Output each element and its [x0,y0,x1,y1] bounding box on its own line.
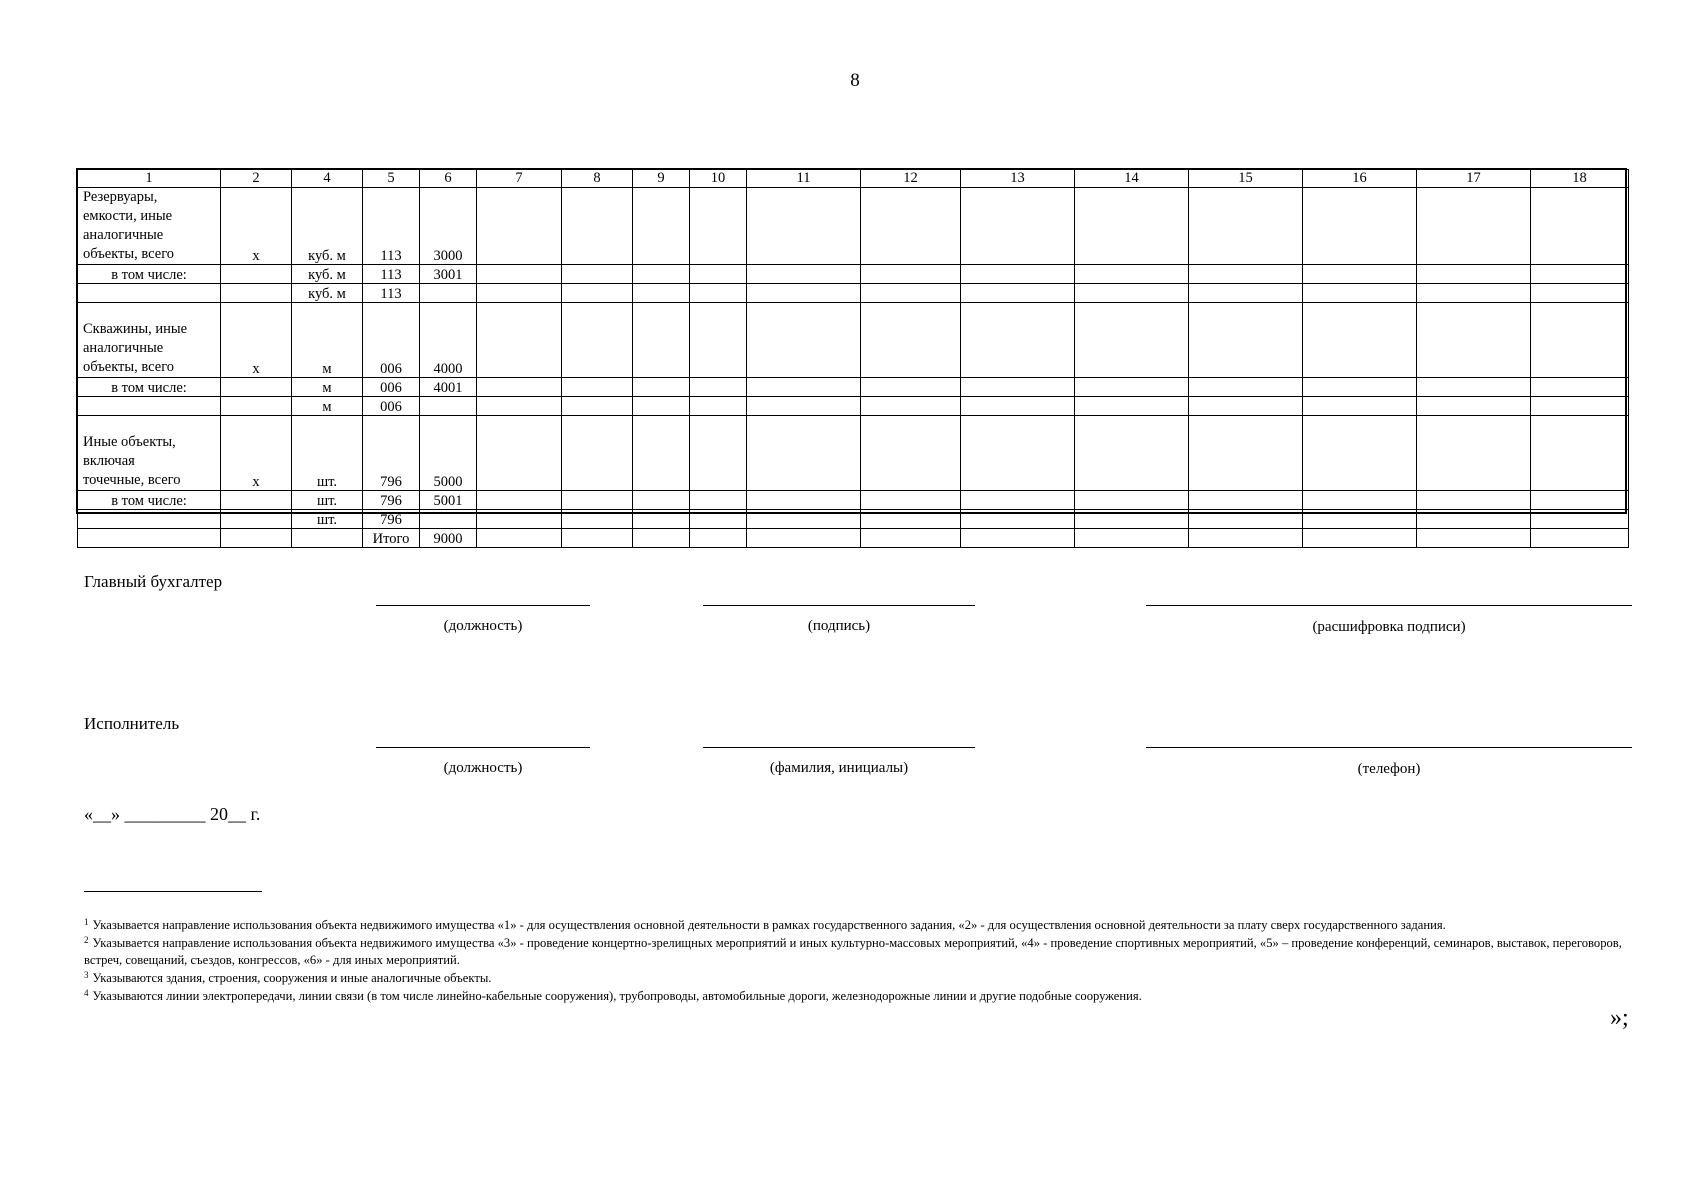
header-cell: 17 [1417,170,1531,188]
executor-phone-caption: (телефон) [1357,761,1421,777]
empty-value-cell[interactable] [1417,416,1531,491]
executor-position-line[interactable] [376,747,590,748]
empty-value-cell[interactable] [477,284,562,303]
empty-value-cell[interactable] [690,416,747,491]
executor-phone-line[interactable] [1146,747,1632,748]
empty-value-cell[interactable] [1417,378,1531,397]
empty-value-cell[interactable] [477,510,562,529]
row-name-line: Иные объекты, [83,434,176,450]
empty-value-cell[interactable] [861,284,961,303]
closing-quote: »; [1610,1005,1629,1031]
empty-value-cell[interactable] [1189,284,1303,303]
empty-value-cell[interactable] [961,265,1075,284]
empty-value-cell[interactable] [690,491,747,510]
row-name-line: емкости, иные [83,208,173,224]
empty-value-cell[interactable] [633,284,690,303]
cell-c2 [221,529,292,548]
header-cell: 11 [747,170,861,188]
cell-c6 [420,397,477,416]
empty-value-cell[interactable] [633,188,690,265]
empty-value-cell[interactable] [562,510,633,529]
cell-c5: 113 [363,265,420,284]
table-row [78,265,1629,284]
empty-value-cell[interactable] [1303,510,1417,529]
header-cell: 13 [961,170,1075,188]
empty-value-cell[interactable] [1303,416,1417,491]
empty-value-cell[interactable] [1189,397,1303,416]
cell-c4: шт. [292,491,363,510]
empty-value-cell[interactable] [562,284,633,303]
header-cell: 10 [690,170,747,188]
cell-c6: 4000 [420,303,477,378]
empty-value-cell[interactable] [1531,397,1629,416]
executor-name-line[interactable] [703,747,975,748]
footnote-3: $^3$ Указываются здания, строения, сооружения и иные аналогичные объекты. [84,970,492,985]
empty-value-cell[interactable] [1531,491,1629,510]
table-row [78,188,1629,265]
empty-value-cell[interactable] [747,491,861,510]
header-cell: 18 [1531,170,1629,188]
chief-signature-line[interactable] [703,605,975,606]
empty-value-cell[interactable] [562,378,633,397]
empty-value-cell[interactable] [690,188,747,265]
empty-value-cell[interactable] [633,397,690,416]
row-name-cell [78,188,221,265]
cell-c5: 006 [363,303,420,378]
empty-value-cell[interactable] [1531,188,1629,265]
empty-value-cell[interactable] [477,491,562,510]
header-cell: 2 [221,170,292,188]
empty-value-cell[interactable] [562,416,633,491]
empty-value-cell[interactable] [961,284,1075,303]
chief-decode-caption: (расшифровка подписи) [1312,619,1466,635]
empty-value-cell[interactable] [747,265,861,284]
empty-value-cell[interactable] [861,378,961,397]
cell-c2 [221,284,292,303]
cell-c2 [221,491,292,510]
executor-position-caption: (должность) [443,760,523,776]
empty-value-cell[interactable] [1303,529,1417,548]
cell-c6: 3000 [420,188,477,265]
table-header-row [78,170,1629,188]
empty-value-cell[interactable] [1531,529,1629,548]
row-name-cell [78,510,221,529]
cell-c4: м [292,397,363,416]
empty-value-cell[interactable] [1531,265,1629,284]
empty-value-cell[interactable] [747,188,861,265]
cell-c4: шт. [292,510,363,529]
row-name-cell [78,284,221,303]
footnote-1: $^1$ Указывается направление использования объекта недвижимого имущества «1» - для осуществления основной деятельности в рамках государственного задания, «2» - для осуществления основной деятельности за плату сверх государственного задания. [84,917,1446,932]
empty-value-cell[interactable] [1075,416,1189,491]
empty-value-cell[interactable] [961,529,1075,548]
empty-value-cell[interactable] [1075,378,1189,397]
header-cell: 5 [363,170,420,188]
row-name-cell: в том числе: [78,265,221,284]
cell-c2 [221,397,292,416]
header-cell: 15 [1189,170,1303,188]
cell-c4: м [292,303,363,378]
cell-c2: х [221,188,292,265]
empty-value-cell[interactable] [861,188,961,265]
cell-c6 [420,284,477,303]
table-row [78,510,1629,529]
cell-c5: Итого [363,529,420,548]
empty-value-cell[interactable] [633,378,690,397]
empty-value-cell[interactable] [477,265,562,284]
empty-value-cell[interactable] [633,510,690,529]
empty-value-cell[interactable] [1189,303,1303,378]
empty-value-cell[interactable] [562,303,633,378]
empty-value-cell[interactable] [562,529,633,548]
cell-c5: 113 [363,284,420,303]
empty-value-cell[interactable] [1417,529,1531,548]
empty-value-cell[interactable] [562,491,633,510]
footnote-separator [84,891,262,892]
empty-value-cell[interactable] [747,284,861,303]
empty-value-cell[interactable] [1189,265,1303,284]
footnote-2: $^2$ Указывается направление использования объекта недвижимого имущества «3» - проведение концертно-зрелищных мероприятий и иных культурно-массовых мероприятий, «4» - проведение спортивных мероприятий, «5» – проведение конференций, семинаров, выставок, переговоров, встреч, совещаний, съездов, конгрессов, «6» - для иных мероприятий. [84,935,1622,967]
empty-value-cell[interactable] [961,510,1075,529]
empty-value-cell[interactable] [477,416,562,491]
empty-value-cell[interactable] [1075,265,1189,284]
empty-value-cell[interactable] [477,188,562,265]
empty-value-cell[interactable] [1189,491,1303,510]
row-name-line: Скважины, иные [83,321,188,337]
cell-c6: 4001 [420,378,477,397]
empty-value-cell[interactable] [1303,397,1417,416]
row-name-line: точечные, всего [83,472,181,488]
empty-value-cell[interactable] [690,510,747,529]
empty-value-cell[interactable] [961,303,1075,378]
empty-value-cell[interactable] [1417,188,1531,265]
header-cell: 4 [292,170,363,188]
executor-name-caption: (фамилия, инициалы) [769,760,909,776]
empty-value-cell[interactable] [861,265,961,284]
empty-value-cell[interactable] [1189,188,1303,265]
cell-c5: 796 [363,510,420,529]
empty-value-cell[interactable] [1417,510,1531,529]
cell-c5: 006 [363,378,420,397]
empty-value-cell[interactable] [633,265,690,284]
empty-value-cell[interactable] [961,397,1075,416]
empty-value-cell[interactable] [1075,188,1189,265]
empty-value-cell[interactable] [961,188,1075,265]
empty-value-cell[interactable] [690,284,747,303]
empty-value-cell[interactable] [477,397,562,416]
cell-c2 [221,265,292,284]
cell-c4: куб. м [292,265,363,284]
empty-value-cell[interactable] [1417,491,1531,510]
empty-value-cell[interactable] [961,378,1075,397]
row-name-line: объекты, всего [83,359,175,375]
empty-value-cell[interactable] [633,529,690,548]
empty-value-cell[interactable] [1303,303,1417,378]
empty-value-cell[interactable] [861,303,961,378]
empty-value-cell[interactable] [1303,491,1417,510]
empty-value-cell[interactable] [747,378,861,397]
cell-c6: 3001 [420,265,477,284]
cell-c5: 796 [363,491,420,510]
empty-value-cell[interactable] [633,416,690,491]
cell-c6: 5000 [420,416,477,491]
empty-value-cell[interactable] [861,397,961,416]
header-cell: 6 [420,170,477,188]
empty-value-cell[interactable] [1075,303,1189,378]
cell-c2: х [221,303,292,378]
empty-value-cell[interactable] [1189,510,1303,529]
header-cell: 1 [78,170,221,188]
cell-c4: куб. м [292,284,363,303]
empty-value-cell[interactable] [747,510,861,529]
chief-position-line[interactable] [376,605,590,606]
cell-c2 [221,510,292,529]
header-cell: 7 [477,170,562,188]
empty-value-cell[interactable] [1531,303,1629,378]
chief-signature-caption: (подпись) [807,618,871,634]
empty-value-cell[interactable] [861,510,961,529]
cell-c6: 5001 [420,491,477,510]
date-field[interactable]: «__» _________ 20__ г. [84,804,261,824]
empty-value-cell[interactable] [747,529,861,548]
chief-decode-line[interactable] [1146,605,1632,606]
header-cell: 14 [1075,170,1189,188]
row-name-line: Резервуары, [83,189,158,205]
empty-value-cell[interactable] [961,491,1075,510]
row-name-cell [78,397,221,416]
empty-value-cell[interactable] [1417,284,1531,303]
empty-value-cell[interactable] [1531,284,1629,303]
empty-value-cell[interactable] [1303,188,1417,265]
table-row [78,416,1629,491]
row-name-cell: в том числе: [78,378,221,397]
empty-value-cell[interactable] [1303,378,1417,397]
empty-value-cell[interactable] [1417,397,1531,416]
empty-value-cell[interactable] [1075,491,1189,510]
empty-value-cell[interactable] [861,529,961,548]
empty-value-cell[interactable] [633,491,690,510]
row-name-cell [78,416,221,491]
page-number: 8 [850,70,860,91]
cell-c5: 796 [363,416,420,491]
empty-value-cell[interactable] [562,397,633,416]
empty-value-cell[interactable] [747,303,861,378]
empty-value-cell[interactable] [1417,265,1531,284]
row-name-line: аналогичные [83,227,164,243]
header-cell: 12 [861,170,961,188]
empty-value-cell[interactable] [1189,529,1303,548]
table-row [78,397,1629,416]
table-row [78,529,1629,548]
row-name-line: объекты, всего [83,246,175,262]
property-table [77,169,1629,548]
cell-c2 [221,378,292,397]
empty-value-cell[interactable] [1531,416,1629,491]
empty-value-cell[interactable] [861,416,961,491]
empty-value-cell[interactable] [562,265,633,284]
row-name-cell: в том числе: [78,491,221,510]
empty-value-cell[interactable] [1189,378,1303,397]
cell-c4: куб. м [292,188,363,265]
table-row [78,378,1629,397]
cell-c6 [420,510,477,529]
empty-value-cell[interactable] [477,529,562,548]
cell-c5: 006 [363,397,420,416]
footnote-4: $^4$ Указываются линии электропередачи, линии связи (в том числе линейно-кабельные сооружения), трубопроводы, автомобильные дороги, железнодорожные линии и другие подобные сооружения. [84,988,1142,1003]
empty-value-cell[interactable] [477,303,562,378]
empty-value-cell[interactable] [562,188,633,265]
empty-value-cell[interactable] [477,378,562,397]
empty-value-cell[interactable] [690,529,747,548]
cell-c4: шт. [292,416,363,491]
empty-value-cell[interactable] [1075,529,1189,548]
empty-value-cell[interactable] [861,491,961,510]
cell-c5: 113 [363,188,420,265]
empty-value-cell[interactable] [1531,378,1629,397]
cell-c6: 9000 [420,529,477,548]
cell-c4 [292,529,363,548]
cell-c4: м [292,378,363,397]
chief-accountant-label: Главный бухгалтер [84,572,223,591]
empty-value-cell[interactable] [1189,416,1303,491]
empty-value-cell[interactable] [1303,284,1417,303]
header-cell: 9 [633,170,690,188]
empty-value-cell[interactable] [1531,510,1629,529]
table-row [78,303,1629,378]
executor-label: Исполнитель [84,714,180,733]
row-name-line: включая [83,453,135,469]
empty-value-cell[interactable] [690,397,747,416]
empty-value-cell[interactable] [1075,284,1189,303]
empty-value-cell[interactable] [633,303,690,378]
empty-value-cell[interactable] [690,378,747,397]
table-row [78,284,1629,303]
empty-value-cell[interactable] [690,265,747,284]
header-cell: 8 [562,170,633,188]
empty-value-cell[interactable] [747,416,861,491]
empty-value-cell[interactable] [961,416,1075,491]
empty-value-cell[interactable] [1417,303,1531,378]
empty-value-cell[interactable] [1075,510,1189,529]
table-row [78,491,1629,510]
empty-value-cell[interactable] [747,397,861,416]
empty-value-cell[interactable] [690,303,747,378]
empty-value-cell[interactable] [1303,265,1417,284]
row-name-line: аналогичные [83,340,164,356]
cell-c2: х [221,416,292,491]
row-name-cell [78,303,221,378]
empty-value-cell[interactable] [1075,397,1189,416]
header-cell: 16 [1303,170,1417,188]
chief-position-caption: (должность) [443,618,523,634]
row-name-cell [78,529,221,548]
